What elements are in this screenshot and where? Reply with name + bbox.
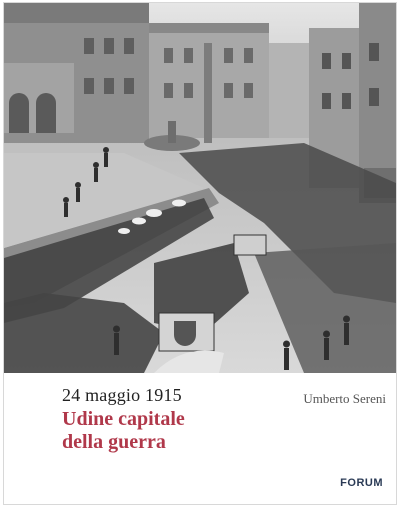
cover-title-line-1: Udine capitale [62,408,185,430]
cover-date: 24 maggio 1915 [62,385,182,405]
cover-author: Umberto Sereni [303,391,386,406]
cover-title-line-2: della guerra [62,431,166,453]
book-cover [3,2,397,505]
publisher-logo: FORUM [340,477,383,489]
cover-photo-piazza-crowd [4,3,396,373]
